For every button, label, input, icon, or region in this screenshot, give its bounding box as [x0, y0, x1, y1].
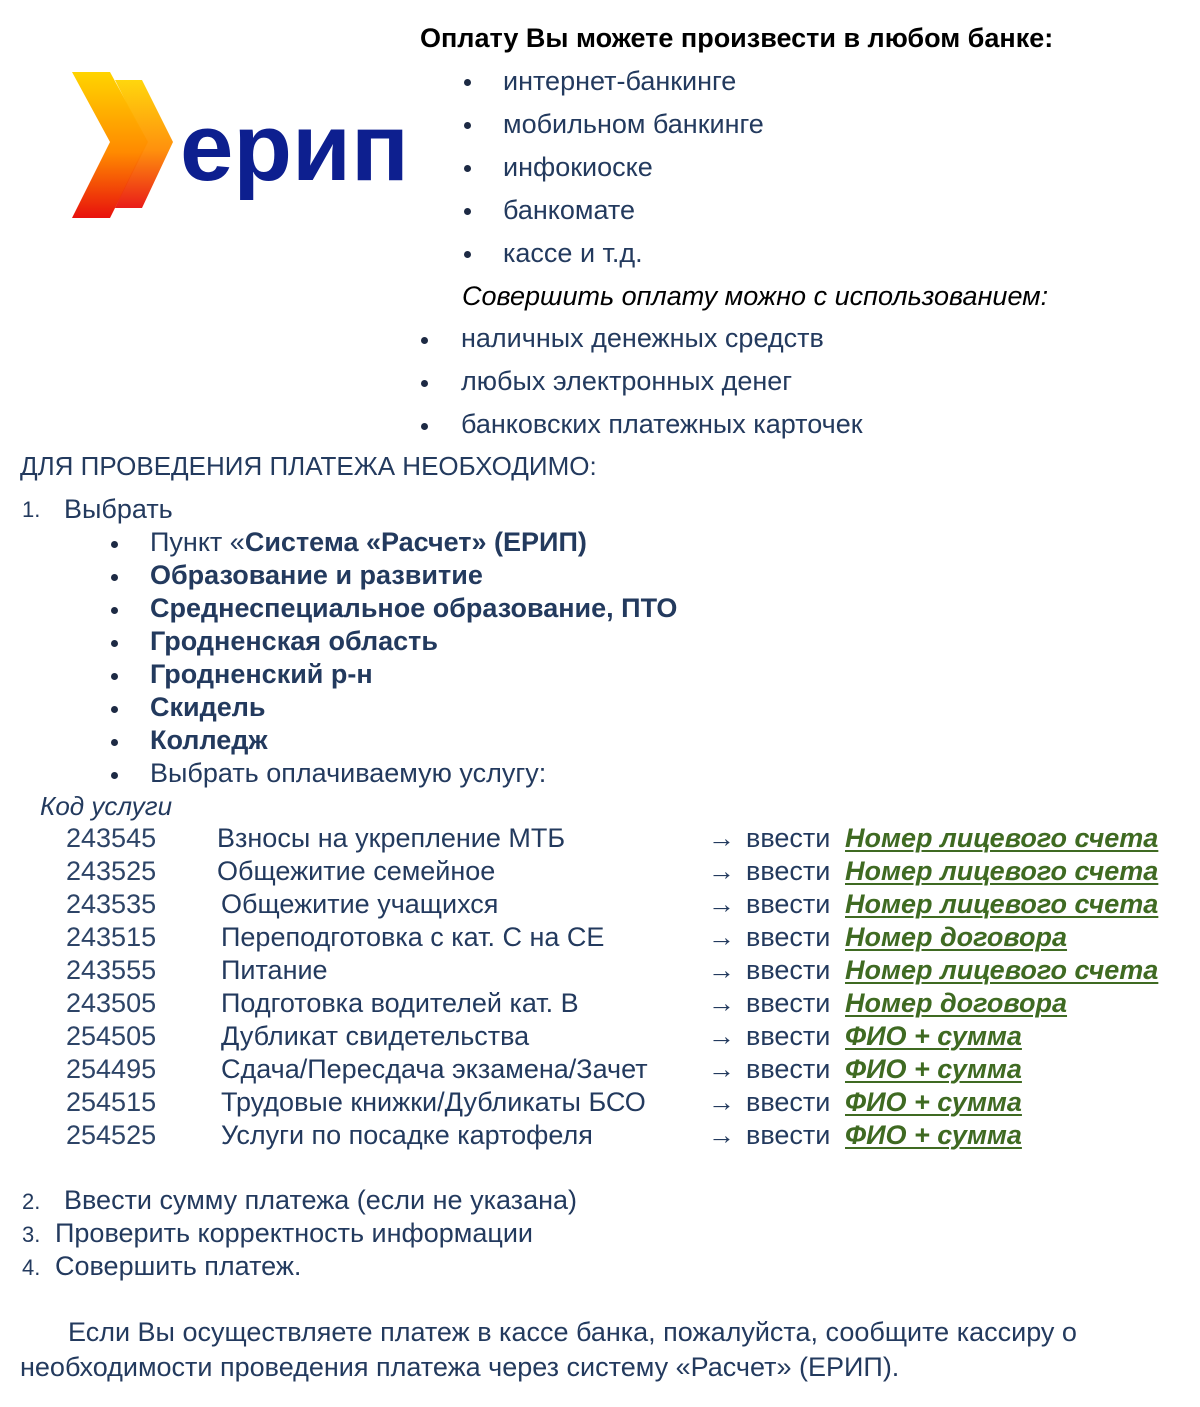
service-name: Подготовка водителей кат. В — [221, 988, 579, 1018]
arrow: → — [708, 1087, 735, 1117]
service-input-link[interactable]: ФИО + сумма — [845, 1087, 1022, 1117]
bullet — [464, 79, 471, 86]
step-label: Выбрать — [64, 494, 173, 524]
menu-prefix: Пункт « — [150, 527, 245, 557]
bullet — [111, 574, 118, 581]
path-item: Среднеспециальное образование, ПТО — [150, 593, 678, 623]
header-title: Оплату Вы можете произвести в любом банке: — [420, 23, 1054, 53]
arrow: → — [708, 1054, 735, 1084]
bullet — [464, 208, 471, 215]
step-number: 3. — [22, 1222, 41, 1247]
arrow: → — [708, 856, 735, 886]
bullet — [464, 122, 471, 129]
payment-methods-subtitle: Совершить оплату можно с использованием: — [462, 281, 1049, 311]
bullet — [421, 380, 428, 387]
service-code: 243545 — [66, 823, 157, 853]
enter-label: ввести — [746, 889, 831, 919]
service-input-link[interactable]: Номер лицевого счета — [845, 823, 1159, 853]
bullet — [464, 251, 471, 258]
service-name: Сдача/Пересдача экзамена/Зачет — [221, 1054, 648, 1084]
enter-label: ввести — [746, 922, 831, 952]
enter-label: ввести — [746, 856, 831, 886]
service-code: 243515 — [66, 922, 157, 952]
service-code: 254525 — [66, 1120, 157, 1150]
choose-service: Выбрать оплачиваемую услугу: — [150, 758, 547, 788]
arrow: → — [708, 889, 735, 919]
service-input-link[interactable]: ФИО + сумма — [845, 1021, 1022, 1051]
service-name: Питание — [221, 955, 328, 985]
service-name: Общежитие семейное — [217, 856, 496, 886]
bullet — [464, 165, 471, 172]
service-code-header: Код услуги — [40, 791, 173, 821]
service-name: Дубликат свидетельства — [221, 1021, 530, 1051]
bank-item: банкомате — [503, 195, 635, 225]
bullet — [111, 640, 118, 647]
bank-item: инфокиоске — [503, 152, 653, 182]
path-item: Скидель — [150, 692, 266, 722]
step-number: 2. — [22, 1189, 41, 1214]
step-text: Совершить платеж. — [55, 1251, 302, 1281]
service-input-link[interactable]: Номер договора — [845, 988, 1068, 1018]
method-item: наличных денежных средств — [461, 323, 824, 353]
enter-label: ввести — [746, 1087, 831, 1117]
enter-label: ввести — [746, 1054, 831, 1084]
step-number: 1. — [22, 497, 41, 522]
bullet — [421, 337, 428, 344]
step-text: Ввести сумму платежа (если не указана) — [64, 1185, 577, 1215]
path-item: Колледж — [150, 725, 268, 755]
service-code: 243555 — [66, 955, 157, 985]
bank-item: мобильном банкинге — [503, 109, 764, 139]
service-input-link[interactable]: Номер лицевого счета — [845, 955, 1159, 985]
service-input-link[interactable]: Номер лицевого счета — [845, 889, 1159, 919]
footer-line-1: Если Вы осуществляете платеж в кассе банка, пожалуйста, сообщите кассиру о — [68, 1317, 1077, 1347]
method-item: банковских платежных карточек — [461, 409, 863, 439]
bullet — [111, 772, 118, 779]
service-code: 254495 — [66, 1054, 157, 1084]
bank-item: интернет-банкинге — [503, 66, 737, 96]
service-name: Услуги по посадке картофеля — [221, 1120, 593, 1150]
service-input-link[interactable]: Номер лицевого счета — [845, 856, 1159, 886]
service-input-link[interactable]: Номер договора — [845, 922, 1068, 952]
service-input-link[interactable]: ФИО + сумма — [845, 1120, 1022, 1150]
bank-item: кассе и т.д. — [503, 238, 643, 268]
service-code: 243535 — [66, 889, 157, 919]
bullet — [111, 739, 118, 746]
method-item: любых электронных денег — [461, 366, 793, 396]
path-item: Гродненский р-н — [150, 659, 373, 689]
path-item — [150, 526, 587, 558]
path-item: Образование и развитие — [150, 560, 483, 590]
bullet — [111, 607, 118, 614]
enter-label: ввести — [746, 823, 831, 853]
service-code: 243525 — [66, 856, 157, 886]
arrow: → — [708, 955, 735, 985]
step-text: Проверить корректность информации — [55, 1218, 533, 1248]
menu-bold: Система «Расчет» (ЕРИП) — [244, 527, 587, 557]
arrow: → — [708, 988, 735, 1018]
service-name: Общежитие учащихся — [221, 889, 499, 919]
bullet — [111, 673, 118, 680]
bullet — [421, 423, 428, 430]
step-number: 4. — [22, 1255, 41, 1280]
service-name: Переподготовка с кат. С на СЕ — [221, 922, 605, 952]
arrow: → — [708, 823, 735, 853]
bullet — [111, 706, 118, 713]
service-code: 254505 — [66, 1021, 157, 1051]
logo-text: ерип — [180, 94, 410, 201]
arrow: → — [708, 922, 735, 952]
bullet — [111, 541, 118, 548]
section-heading: ДЛЯ ПРОВЕДЕНИЯ ПЛАТЕЖА НЕОБХОДИМО: — [20, 451, 597, 481]
arrow: → — [708, 1120, 735, 1150]
arrow: → — [708, 1021, 735, 1051]
enter-label: ввести — [746, 955, 831, 985]
enter-label: ввести — [746, 988, 831, 1018]
erip-logo — [70, 70, 410, 225]
service-name: Трудовые книжки/Дубликаты БСО — [221, 1087, 646, 1117]
service-code: 243505 — [66, 988, 157, 1018]
service-input-link[interactable]: ФИО + сумма — [845, 1054, 1022, 1084]
footer-line-2: необходимости проведения платежа через систему «Расчет» (ЕРИП). — [20, 1352, 900, 1382]
service-code: 254515 — [66, 1087, 157, 1117]
service-name: Взносы на укрепление МТБ — [217, 823, 566, 853]
enter-label: ввести — [746, 1021, 831, 1051]
path-item: Гродненская область — [150, 626, 438, 656]
enter-label: ввести — [746, 1120, 831, 1150]
